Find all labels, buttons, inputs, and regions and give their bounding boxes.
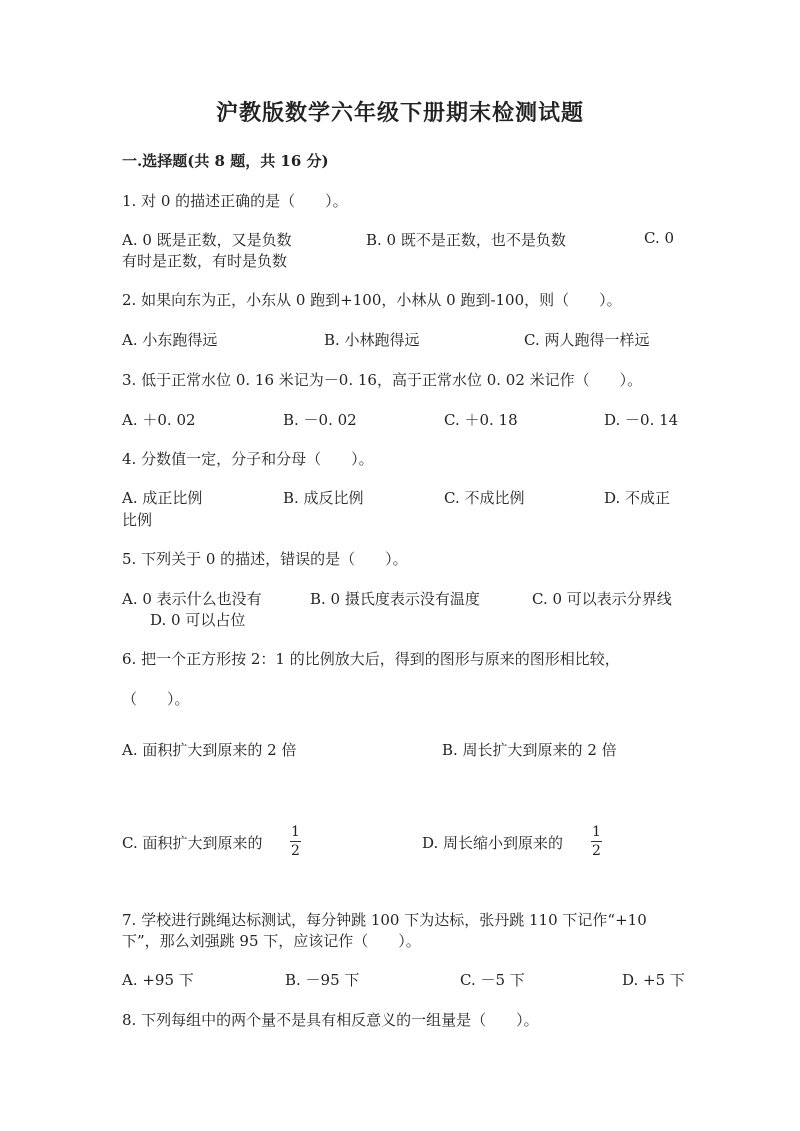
fraction-numerator: 1 bbox=[291, 824, 300, 840]
question-4-option-b: B. 成反比例 bbox=[283, 489, 364, 507]
question-4-stem: 4. 分数值一定，分子和分母（ ）。 bbox=[122, 450, 374, 468]
question-7-stem-continued: 下”，那么刘强跳 95 下，应该记作（ ）。 bbox=[122, 932, 421, 950]
question-6-option-d: D. 周长缩小到原来的 bbox=[422, 834, 564, 852]
question-5-option-b: B. 0 摄氏度表示没有温度 bbox=[310, 590, 480, 608]
fraction-denominator: 2 bbox=[592, 843, 601, 859]
question-3-option-c: C. ＋0. 18 bbox=[444, 411, 518, 429]
question-1-option-c: C. 0 bbox=[644, 229, 675, 247]
question-4-option-c: C. 不成比例 bbox=[444, 489, 525, 507]
question-6-option-d-fraction bbox=[591, 824, 602, 859]
question-3-option-a: A. ＋0. 02 bbox=[122, 411, 196, 429]
question-3-option-b: B. －0. 02 bbox=[283, 411, 357, 429]
question-2-option-b: B. 小林跑得远 bbox=[324, 331, 420, 349]
question-1-option-c-continued: 有时是正数，有时是负数 bbox=[122, 252, 288, 270]
question-6-stem-continued: （ ）。 bbox=[122, 690, 190, 708]
question-4-option-a: A. 成正比例 bbox=[122, 489, 203, 507]
fraction-bar bbox=[290, 841, 301, 842]
question-6-option-c: C. 面积扩大到原来的 bbox=[122, 834, 263, 852]
question-3-option-d: D. －0. 14 bbox=[604, 411, 679, 429]
question-2-option-a: A. 小东跑得远 bbox=[122, 331, 218, 349]
question-1-option-a: A. 0 既是正数，又是负数 bbox=[122, 231, 292, 249]
question-6-stem: 6. 把一个正方形按 2：1 的比例放大后，得到的图形与原来的图形相比较， bbox=[122, 650, 620, 668]
question-2-option-c: C. 两人跑得一样远 bbox=[524, 331, 650, 349]
question-5-option-d: D. 0 可以占位 bbox=[150, 611, 246, 629]
question-8-stem: 8. 下列每组中的两个量不是具有相反意义的一组量是（ ）。 bbox=[122, 1011, 539, 1029]
fraction-numerator: 1 bbox=[592, 824, 601, 840]
question-6-option-a: A. 面积扩大到原来的 2 倍 bbox=[122, 741, 297, 759]
fraction-denominator: 2 bbox=[291, 843, 300, 859]
question-6-option-b: B. 周长扩大到原来的 2 倍 bbox=[442, 741, 617, 759]
question-2-stem: 2. 如果向东为正，小东从 0 跑到+100，小林从 0 跑到-100，则（ ）。 bbox=[122, 291, 622, 309]
question-5-option-c: C. 0 可以表示分界线 bbox=[532, 590, 672, 608]
question-7-option-a: A. +95 下 bbox=[122, 971, 194, 989]
question-4-option-d-continued: 比例 bbox=[122, 511, 153, 529]
question-6-option-c-fraction bbox=[290, 824, 301, 859]
question-5-stem: 5. 下列关于 0 的描述，错误的是（ ）。 bbox=[122, 550, 408, 568]
fraction-bar bbox=[591, 841, 602, 842]
question-1-stem: 1. 对 0 的描述正确的是（ ）。 bbox=[122, 192, 348, 210]
question-7-option-b: B. －95 下 bbox=[285, 971, 360, 989]
section-heading: 一.选择题(共 8 题，共 16 分) bbox=[122, 152, 329, 170]
question-7-option-c: C. －5 下 bbox=[460, 971, 525, 989]
question-7-stem: 7. 学校进行跳绳达标测试，每分钟跳 100 下为达标，张丹跳 110 下记作“+10 bbox=[122, 911, 647, 929]
question-3-stem: 3. 低于正常水位 0. 16 米记为－0. 16，高于正常水位 0. 02 米记作（ ）。 bbox=[122, 371, 643, 389]
question-5-option-a: A. 0 表示什么也没有 bbox=[122, 590, 262, 608]
question-1-option-b: B. 0 既不是正数，也不是负数 bbox=[366, 231, 566, 249]
question-4-option-d: D. 不成正 bbox=[604, 489, 671, 507]
page-title: 沪教版数学六年级下册期末检测试题 bbox=[215, 100, 584, 126]
question-7-option-d: D. +5 下 bbox=[622, 971, 685, 989]
